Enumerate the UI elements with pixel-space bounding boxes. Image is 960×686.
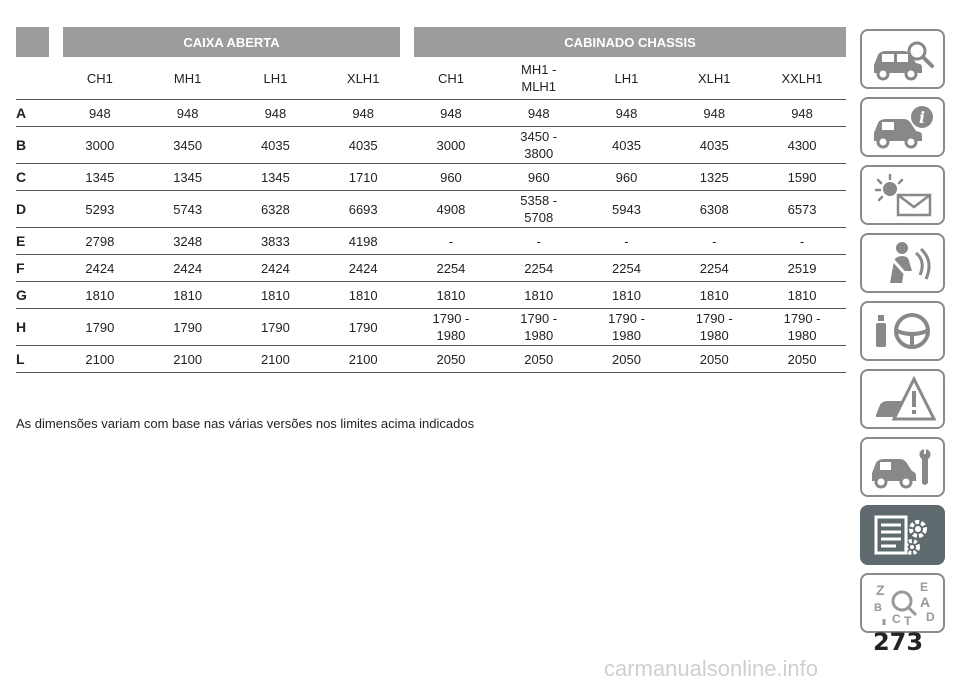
table-row: [16, 346, 846, 373]
table-row: [16, 255, 846, 282]
index-letter: A: [919, 594, 930, 610]
table-cell: 1810: [583, 282, 671, 309]
table-cell: 1790 - 1980: [670, 309, 758, 346]
table-cell: 6328: [232, 191, 320, 228]
column-header: LH1: [232, 57, 320, 100]
tab-warning-lights[interactable]: [860, 165, 945, 225]
table-cell: 3000: [56, 127, 144, 164]
page-number: 273: [872, 628, 924, 656]
column-header: XXLH1: [758, 57, 846, 100]
table-cell: -: [758, 228, 846, 255]
row-label: C: [16, 164, 56, 191]
table-cell: 948: [144, 100, 232, 127]
row-label: B: [16, 127, 56, 164]
alphabetical-index-icon: [868, 579, 938, 627]
table-cell: 960: [583, 164, 671, 191]
table-cell: 1790: [319, 309, 407, 346]
table-cell: 4035: [583, 127, 671, 164]
steering-wheel-icon: [868, 307, 938, 355]
table-cell: 1325: [670, 164, 758, 191]
chapter-tabs: [860, 29, 945, 641]
table-cell: 3248: [144, 228, 232, 255]
index-letter: C: [891, 612, 901, 626]
table-cell: -: [670, 228, 758, 255]
dimensions-table: [16, 27, 846, 373]
table-cell: 2424: [319, 255, 407, 282]
table-cell: 2254: [583, 255, 671, 282]
table-cell: 2254: [495, 255, 583, 282]
column-header-row: [16, 57, 846, 100]
table-cell: 948: [319, 100, 407, 127]
table-cell: 2519: [758, 255, 846, 282]
table-cell: 3000: [407, 127, 495, 164]
table-cell: 3450: [144, 127, 232, 164]
dimensions-note: As dimensões variam com base nas várias versões nos limites acima indicados: [16, 416, 475, 431]
svg-text:i: i: [918, 108, 925, 127]
table-cell: 2050: [495, 346, 583, 373]
table-cell: 2100: [144, 346, 232, 373]
dimensions-table-container: [16, 27, 846, 373]
table-cell: 2424: [56, 255, 144, 282]
car-search-icon: [868, 35, 938, 83]
table-cell: 1790 - 1980: [495, 309, 583, 346]
index-letter: T: [903, 614, 911, 627]
table-cell: 948: [670, 100, 758, 127]
group-header: CABINADO CHASSIS: [407, 27, 846, 57]
row-label: A: [16, 100, 56, 127]
group-header-blank: [16, 27, 56, 57]
row-label: D: [16, 191, 56, 228]
table-cell: 4198: [319, 228, 407, 255]
table-cell: 2424: [144, 255, 232, 282]
table-cell: 2254: [670, 255, 758, 282]
table-cell: 4035: [232, 127, 320, 164]
table-cell: 2100: [232, 346, 320, 373]
table-cell: 1810: [319, 282, 407, 309]
seatbelt-airbag-icon: [868, 239, 938, 287]
index-letter: D: [925, 610, 935, 624]
table-cell: 5293: [56, 191, 144, 228]
index-letter: B: [873, 602, 882, 614]
column-header: LH1: [583, 57, 671, 100]
table-cell: 2050: [670, 346, 758, 373]
table-cell: 1790: [144, 309, 232, 346]
column-header: XLH1: [670, 57, 758, 100]
row-label: F: [16, 255, 56, 282]
table-cell: 4908: [407, 191, 495, 228]
column-header: MH1: [144, 57, 232, 100]
table-row: [16, 282, 846, 309]
table-cell: 3450 - 3800: [495, 127, 583, 164]
table-cell: 6573: [758, 191, 846, 228]
table-cell: 948: [495, 100, 583, 127]
column-header-blank: [16, 57, 56, 100]
table-cell: 5358 - 5708: [495, 191, 583, 228]
table-cell: 1810: [407, 282, 495, 309]
table-cell: 6308: [670, 191, 758, 228]
table-cell: 6693: [319, 191, 407, 228]
table-cell: 1345: [56, 164, 144, 191]
table-cell: 1345: [232, 164, 320, 191]
column-header: CH1: [56, 57, 144, 100]
group-header: CAIXA ABERTA: [56, 27, 407, 57]
table-cell: 2050: [407, 346, 495, 373]
specs-gear-list-icon: [868, 511, 938, 559]
table-row: [16, 127, 846, 164]
table-cell: 1590: [758, 164, 846, 191]
watermark: carmanualsonline.info: [604, 656, 819, 681]
row-label: H: [16, 309, 56, 346]
table-row: [16, 100, 846, 127]
table-cell: -: [495, 228, 583, 255]
table-cell: 1790 - 1980: [583, 309, 671, 346]
tab-index[interactable]: [860, 573, 945, 633]
table-cell: 5743: [144, 191, 232, 228]
tab-emergency[interactable]: [860, 369, 945, 429]
table-cell: 2798: [56, 228, 144, 255]
table-cell: 1790 - 1980: [758, 309, 846, 346]
table-cell: 2100: [56, 346, 144, 373]
row-label: L: [16, 346, 56, 373]
index-letter: Z: [875, 582, 885, 598]
table-cell: 1345: [144, 164, 232, 191]
column-header: XLH1: [319, 57, 407, 100]
table-cell: 948: [56, 100, 144, 127]
table-cell: 1810: [144, 282, 232, 309]
table-cell: 948: [758, 100, 846, 127]
table-cell: 1810: [232, 282, 320, 309]
table-cell: 2050: [583, 346, 671, 373]
column-header: MH1 - MLH1: [495, 57, 583, 100]
table-cell: 1710: [319, 164, 407, 191]
table-cell: 4300: [758, 127, 846, 164]
column-header: CH1: [407, 57, 495, 100]
group-header-row: [16, 27, 846, 57]
table-cell: 960: [407, 164, 495, 191]
table-row: [16, 191, 846, 228]
index-letter: E: [919, 580, 928, 594]
table-cell: 3833: [232, 228, 320, 255]
table-cell: 1790: [56, 309, 144, 346]
table-row: [16, 164, 846, 191]
table-cell: 960: [495, 164, 583, 191]
table-cell: -: [583, 228, 671, 255]
table-cell: 2424: [232, 255, 320, 282]
table-cell: 1810: [670, 282, 758, 309]
tab-safety[interactable]: [860, 233, 945, 293]
table-cell: 1790 - 1980: [407, 309, 495, 346]
table-cell: 948: [407, 100, 495, 127]
car-wrench-icon: [868, 443, 938, 491]
table-cell: 2100: [319, 346, 407, 373]
table-cell: 2050: [758, 346, 846, 373]
row-label: E: [16, 228, 56, 255]
tab-driving[interactable]: [860, 301, 945, 361]
table-cell: 5943: [583, 191, 671, 228]
table-cell: 4035: [319, 127, 407, 164]
warning-light-message-icon: [868, 171, 938, 219]
tab-car-search[interactable]: [860, 29, 945, 89]
table-row: [16, 309, 846, 346]
tab-specifications[interactable]: [860, 505, 945, 565]
table-cell: 1810: [495, 282, 583, 309]
table-cell: 4035: [670, 127, 758, 164]
tab-maintenance[interactable]: [860, 437, 945, 497]
table-cell: 1810: [758, 282, 846, 309]
table-cell: -: [407, 228, 495, 255]
table-cell: 948: [583, 100, 671, 127]
warning-triangle-icon: [868, 375, 938, 423]
row-label: G: [16, 282, 56, 309]
table-cell: 1790: [232, 309, 320, 346]
table-row: [16, 228, 846, 255]
table-cell: 1810: [56, 282, 144, 309]
table-cell: 2254: [407, 255, 495, 282]
tab-car-info[interactable]: [860, 97, 945, 157]
table-cell: 948: [232, 100, 320, 127]
car-info-icon: [868, 103, 938, 151]
